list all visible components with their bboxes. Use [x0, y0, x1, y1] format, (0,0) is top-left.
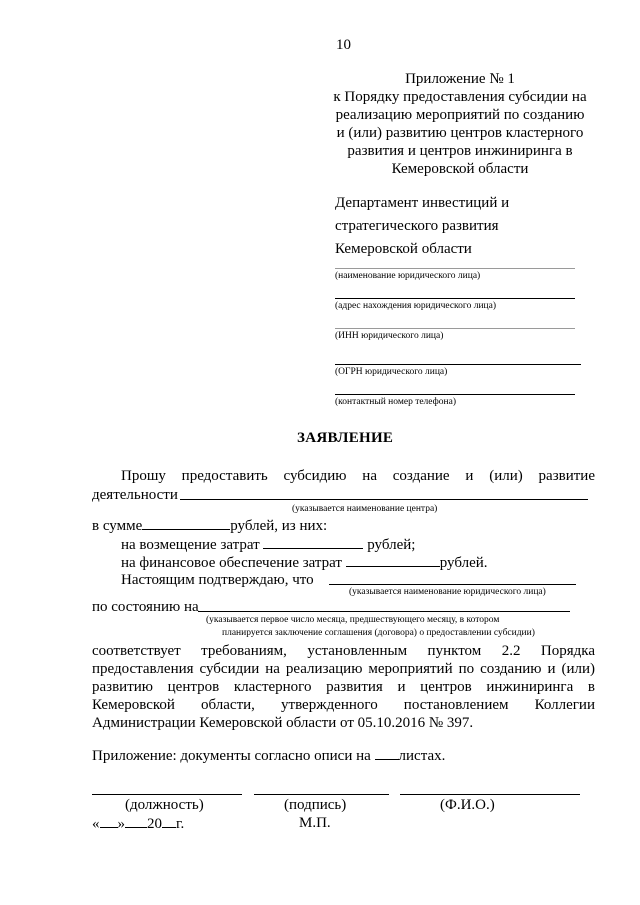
- phone-field[interactable]: [335, 394, 575, 395]
- date-line: [92, 814, 184, 833]
- date-year-prefix: 20: [147, 816, 162, 832]
- ogrn-label: (ОГРН юридического лица): [335, 367, 448, 377]
- ogrn-field[interactable]: [335, 364, 581, 365]
- attachment-suffix: листах.: [398, 748, 446, 764]
- entity-name-field[interactable]: [335, 268, 575, 269]
- confirm-prefix: Настоящим подтверждаю, что: [121, 572, 314, 588]
- addressee-line: Кемеровской области: [335, 241, 472, 257]
- sum-prefix: в сумме: [92, 518, 143, 534]
- body-line: Кемеровской области, утвержденного постановлением Коллегии: [92, 697, 595, 713]
- appendix-header: [320, 70, 600, 178]
- inn-field[interactable]: [335, 328, 575, 329]
- sheets-count-field[interactable]: [375, 746, 399, 760]
- position-label: (должность): [125, 797, 204, 813]
- body-line: соответствует требованиям, установленным пунктом 2.2 Порядка: [92, 643, 595, 659]
- position-field[interactable]: [92, 794, 242, 795]
- appendix-line: и (или) развитию центров кластерного: [336, 125, 584, 141]
- reimbursement-suffix: рублей;: [367, 537, 416, 553]
- financing-line: [121, 553, 488, 572]
- stamp-label: М.П.: [299, 815, 331, 831]
- addressee: [335, 192, 509, 261]
- date-year-suffix: г.: [176, 816, 185, 832]
- body-line: Администрации Кемеровской области от 05.10.2016 № 397.: [92, 715, 474, 731]
- sum-field[interactable]: [142, 516, 230, 530]
- date-quote-open: «: [92, 816, 100, 832]
- date-quote-close: »: [117, 816, 125, 832]
- reimbursement-line: [121, 535, 415, 554]
- body-line: развитию центров кластерного развития и центров инжиниринга в: [92, 679, 595, 695]
- phone-label: (контактный номер телефона): [335, 397, 456, 407]
- financing-field[interactable]: [346, 553, 440, 567]
- body-line: предоставления субсидии на реализацию мероприятий по созданию и (или): [92, 661, 595, 677]
- reimbursement-field[interactable]: [263, 535, 363, 549]
- entity-name-label: (наименование юридического лица): [335, 271, 481, 281]
- state-date-hint-2: планируется заключение соглашения (договора) о предоставлении субсидии): [222, 628, 535, 638]
- appendix-line: к Порядку предоставления субсидии на: [333, 89, 587, 105]
- date-year-field[interactable]: [162, 814, 176, 828]
- state-date-field[interactable]: [198, 611, 570, 612]
- date-month-field[interactable]: [125, 814, 147, 828]
- attachment-prefix: Приложение: документы согласно описи на: [92, 748, 371, 764]
- signature-label: (подпись): [284, 797, 347, 813]
- financing-suffix: рублей.: [439, 555, 488, 571]
- sum-suffix: рублей, из них:: [230, 518, 328, 534]
- entity-confirm-field[interactable]: [329, 584, 576, 585]
- appendix-line: Кемеровской области: [391, 161, 529, 177]
- attachment-line: [92, 746, 445, 765]
- center-name-field[interactable]: [180, 499, 588, 500]
- fio-field[interactable]: [400, 794, 580, 795]
- center-name-hint: (указывается наименование центра): [292, 504, 438, 514]
- reimbursement-prefix: на возмещение затрат: [121, 537, 260, 553]
- appendix-line: реализацию мероприятий по созданию: [335, 107, 585, 123]
- document-title: ЗАЯВЛЕНИЕ: [297, 430, 394, 446]
- entity-confirm-hint: (указывается наименование юридического лица): [349, 587, 546, 597]
- appendix-line: развития и центров инжиниринга в: [347, 143, 573, 159]
- date-day-field[interactable]: [100, 814, 118, 828]
- addressee-line: стратегического развития: [335, 218, 499, 234]
- addressee-line: Департамент инвестиций и: [335, 195, 510, 211]
- inn-label: (ИНН юридического лица): [335, 331, 444, 341]
- appendix-line: Приложение № 1: [405, 71, 515, 87]
- financing-prefix: на финансовое обеспечение затрат: [121, 555, 342, 571]
- fio-label: (Ф.И.О.): [440, 797, 495, 813]
- entity-address-field[interactable]: [335, 298, 575, 299]
- state-prefix: по состоянию на: [92, 599, 199, 615]
- signature-field[interactable]: [254, 794, 389, 795]
- activity-label: деятельности: [92, 487, 178, 503]
- entity-address-label: (адрес нахождения юридического лица): [335, 301, 496, 311]
- state-date-hint-1: (указывается первое число месяца, предшествующего месяцу, в котором: [206, 615, 500, 625]
- sum-line: [92, 516, 327, 535]
- body-line: Прошу предоставить субсидию на создание и (или) развитие: [121, 468, 595, 484]
- confirm-line: [121, 571, 314, 589]
- page-number: 10: [336, 37, 351, 53]
